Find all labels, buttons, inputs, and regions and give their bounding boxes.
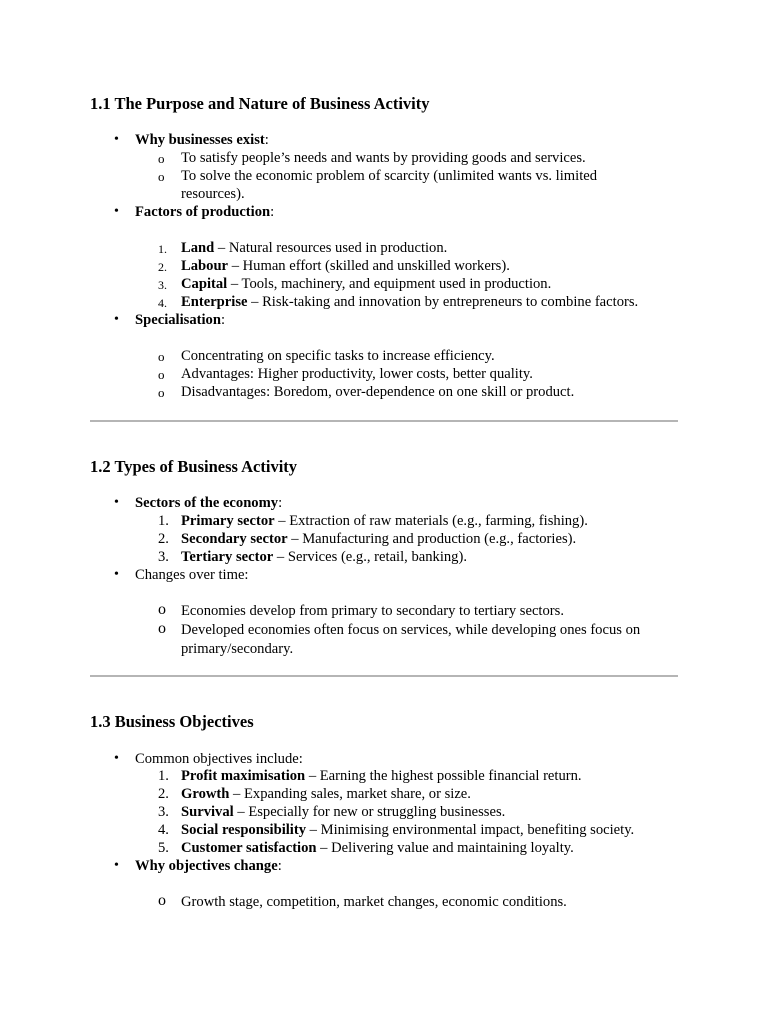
why-objectives-change-label: Why objectives change: xyxy=(135,858,282,874)
sub-bullet-marker: o xyxy=(158,892,166,909)
changes-over-time-label: Changes over time: xyxy=(135,567,249,583)
bullet-marker: • xyxy=(114,567,119,582)
list-number: 4. xyxy=(158,822,169,838)
list-item: Tertiary sector – Services (e.g., retail, banking). xyxy=(181,549,467,565)
sub-bullet-marker: o xyxy=(158,367,165,382)
sectors-of-economy-label: Sectors of the economy: xyxy=(135,495,283,511)
list-number: 4. xyxy=(158,296,167,310)
list-item: Land – Natural resources used in production. xyxy=(181,240,448,256)
list-item-continuation: resources). xyxy=(181,186,245,202)
list-item-continuation: primary/secondary. xyxy=(181,641,294,657)
sub-bullet-marker: o xyxy=(158,349,165,364)
common-objectives-label: Common objectives include: xyxy=(135,751,303,767)
list-item: Advantages: Higher productivity, lower costs, better quality. xyxy=(181,366,533,382)
list-item: Developed economies often focus on services, while developing ones focus on xyxy=(181,622,641,638)
list-item: Capital – Tools, machinery, and equipment used in production. xyxy=(181,276,552,292)
list-item: Disadvantages: Boredom, over-dependence on one skill or product. xyxy=(181,384,575,400)
section-heading-1-1: 1.1 The Purpose and Nature of Business Activity xyxy=(90,94,430,113)
horizontal-rule xyxy=(90,420,678,422)
list-number: 5. xyxy=(158,840,169,856)
list-item: Concentrating on specific tasks to increase efficiency. xyxy=(181,348,495,364)
section-heading-1-3: 1.3 Business Objectives xyxy=(90,712,254,731)
bullet-marker: • xyxy=(114,751,119,766)
section-heading-1-2: 1.2 Types of Business Activity xyxy=(90,457,298,476)
list-item: To satisfy people’s needs and wants by providing goods and services. xyxy=(181,150,586,166)
list-item: Growth – Expanding sales, market share, or size. xyxy=(181,786,471,802)
list-item: Customer satisfaction – Delivering value and maintaining loyalty. xyxy=(181,840,574,856)
bullet-marker: • xyxy=(114,312,119,327)
list-item: Secondary sector – Manufacturing and production (e.g., factories). xyxy=(181,531,577,547)
list-number: 2. xyxy=(158,786,169,802)
list-item: Primary sector – Extraction of raw materials (e.g., farming, fishing). xyxy=(181,513,588,529)
bullet-marker: • xyxy=(114,132,119,147)
list-number: 1. xyxy=(158,768,169,784)
list-item: Profit maximisation – Earning the highest possible financial return. xyxy=(181,768,582,784)
list-number: 2. xyxy=(158,260,167,274)
list-item: To solve the economic problem of scarcity (unlimited wants vs. limited xyxy=(181,168,598,184)
sub-bullet-marker: o xyxy=(158,151,165,166)
list-number: 3. xyxy=(158,804,169,820)
factors-of-production-label: Factors of production: xyxy=(135,204,275,220)
sub-bullet-marker: o xyxy=(158,620,166,637)
sub-bullet-marker: o xyxy=(158,385,165,400)
list-item: Economies develop from primary to secondary to tertiary sectors. xyxy=(181,603,564,619)
list-number: 1. xyxy=(158,242,167,256)
bullet-marker: • xyxy=(114,204,119,219)
why-businesses-exist-label: Why businesses exist: xyxy=(135,132,269,148)
list-number: 3. xyxy=(158,278,167,292)
list-number: 3. xyxy=(158,549,169,565)
list-item: Survival – Especially for new or struggling businesses. xyxy=(181,804,506,820)
list-number: 2. xyxy=(158,531,169,547)
bullet-marker: • xyxy=(114,495,119,510)
list-number: 1. xyxy=(158,513,169,529)
sub-bullet-marker: o xyxy=(158,169,165,184)
specialisation-label: Specialisation: xyxy=(135,312,226,328)
list-item: Labour – Human effort (skilled and unskilled workers). xyxy=(181,258,510,274)
horizontal-rule xyxy=(90,675,678,677)
sub-bullet-marker: o xyxy=(158,601,166,618)
list-item: Growth stage, competition, market changes, economic conditions. xyxy=(181,894,567,910)
bullet-marker: • xyxy=(114,858,119,873)
list-item: Enterprise – Risk-taking and innovation by entrepreneurs to combine factors. xyxy=(181,294,639,310)
list-item: Social responsibility – Minimising environmental impact, benefiting society. xyxy=(181,822,635,838)
